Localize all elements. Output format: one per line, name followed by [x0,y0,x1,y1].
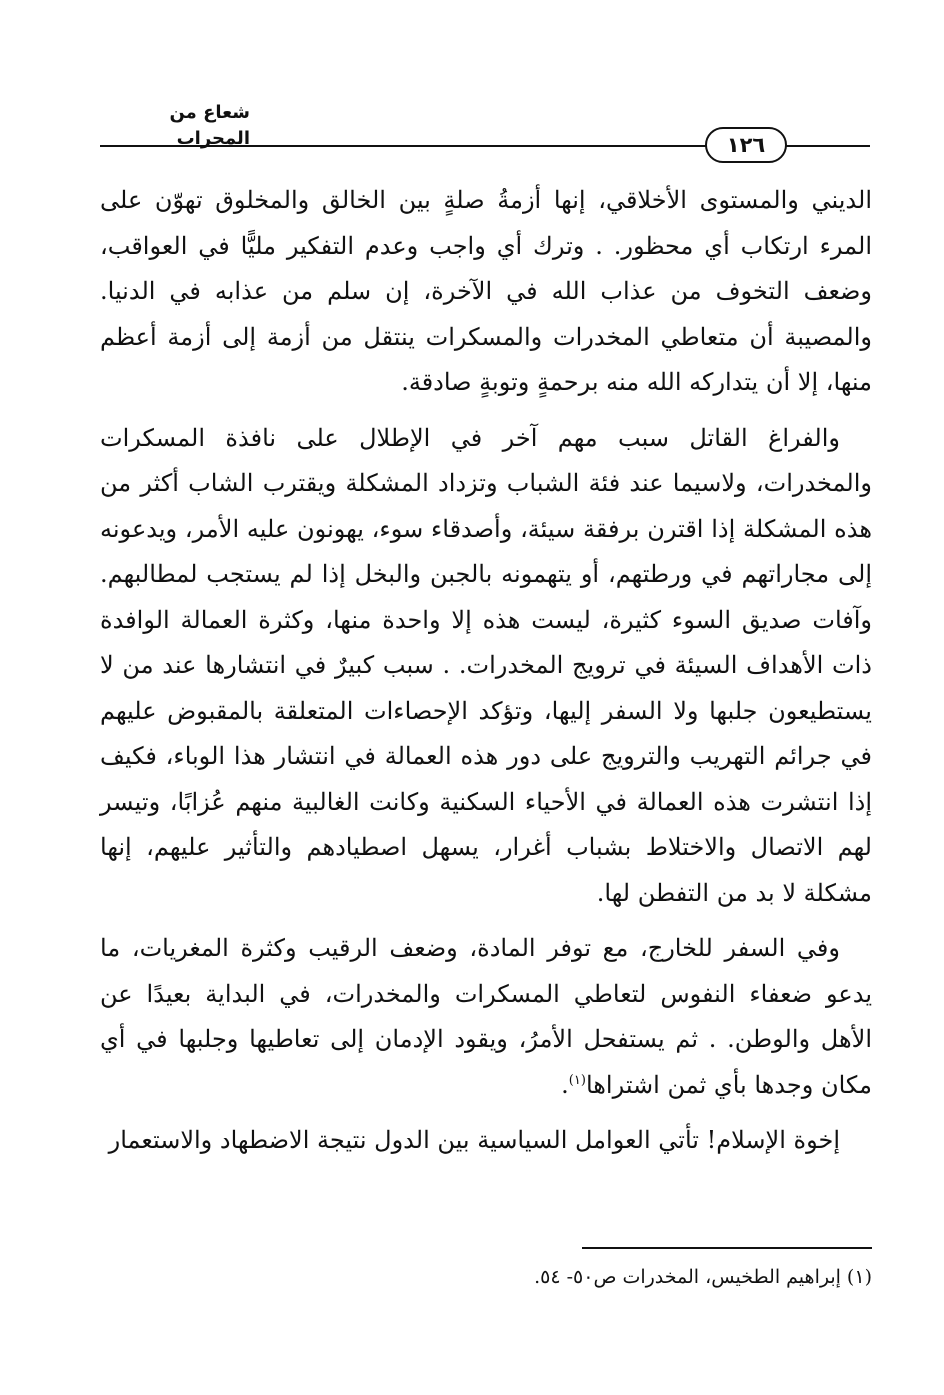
paragraph-1: الديني والمستوى الأخلاقي، إنها أزمةُ صلةٍ بين الخالق والمخلوق تهوّن على المرء ارتكاب أي محظور. . وترك أي واجب وعدم التفكير مليًّا في العواقب، وضعف التخوف من عذاب الله في الآخرة، إن سلم من عذابه في الدنيا. والمصيبة أن متعاطي المخدرات والمسكرات ينتقل من أزمة إلى أزمة أعظم منها، إلا أن يتداركه الله منه برحمةٍ وتوبةٍ صادقة. [100,186,872,396]
paragraph-3-text: وفي السفر للخارج، مع توفر المادة، وضعف الرقيب وكثرة المغريات، ما يدعو ضعفاء النفوس لتعاطي المسكرات والمخدرات، في البداية بعيدًا عن الأهل والوطن. . ثم يستفحل الأمرُ، ويقود الإدمان إلى تعاطيها وجلبها في أي مكان وجدها بأي ثمن اشتراها [100,934,873,1099]
paragraph-2: والفراغ القاتل سبب مهم آخر في الإطلال على نافذة المسكرات والمخدرات، ولاسيما عند فئة الشباب وتزداد المشكلة ويقترب الشاب أكثر من هذه المشكلة إذا اقترن برفقة سيئة، وأصدقاء سوء، يهونون عليه الأمر، ويدعونه إلى مجاراتهم في ورطتهم، أو يتهمونه بالجبن والبخل إذا لم يستجب لمطالبهم. وآفات صديق السوء كثيرة، ليست هذه إلا واحدة منها، وكثرة العمالة الوافدة ذات الأهداف السيئة في ترويج المخدرات. . سبب كبيرٌ في انتشارها عند من لا يستطيعون جلبها ولا السفر إليها، وتؤكد الإحصاءات المتعلقة بالمقبوض عليهم في جرائم التهريب والترويج على دور هذه العمالة في انتشار هذا الوباء، فكيف إذا انتشرت هذه العمالة في الأحياء السكنية وكانت الغالبية منهم عُزابًا، وتيسر لهم الاتصال والاختلاط بشباب أغرار، يسهل اصطيادهم والتأثير عليهم، إنها مشكلة لا بد من التفطن لها. [100,423,872,907]
paragraph-4: إخوة الإسلام! تأتي العوامل السياسية بين الدول نتيجة الاضطهاد والاستعمار [108,1126,840,1154]
paragraph-3 [100,926,872,1108]
running-head-title: شعاع من المحراب [169,102,250,149]
footnote: (١) إبراهيم الطخيس، المخدرات ص٥٠- ٥٤. [534,1266,872,1288]
footnote-reference[interactable]: (١) [568,1072,586,1088]
paragraph-3-end: . [561,1070,569,1099]
page-number-badge: ١٢٦ [705,127,787,163]
body-text [100,178,872,1174]
footnote-rule [582,1247,872,1249]
